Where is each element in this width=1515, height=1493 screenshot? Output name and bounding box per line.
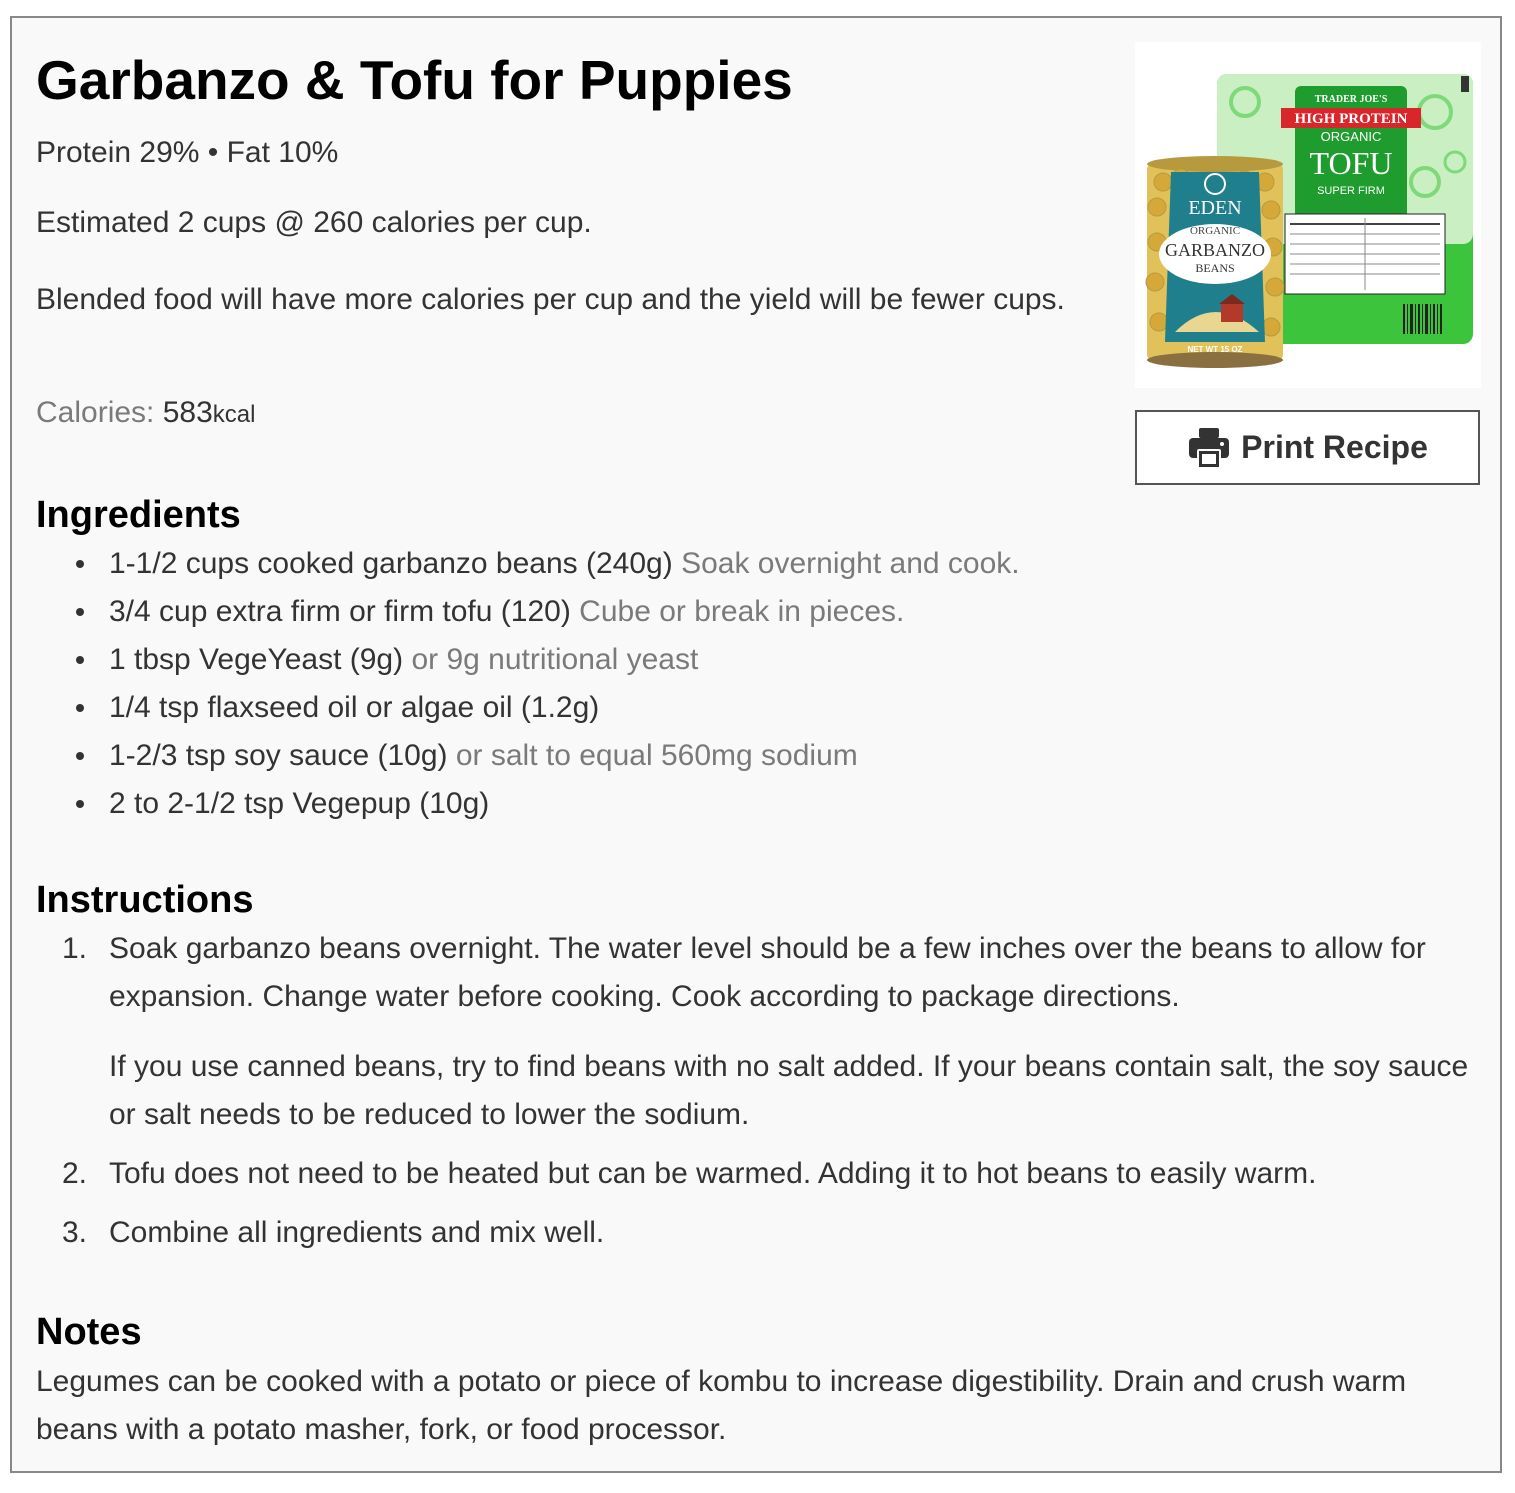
step-text: Combine all ingredients and mix well. (109, 1216, 605, 1249)
ingredient-item (36, 540, 1020, 588)
ingredient-item (36, 684, 1020, 732)
ingredient-main: 1/4 tsp flaxseed oil or algae oil (1.2g) (109, 691, 600, 724)
ingredient-note: Cube or break in pieces. (579, 595, 905, 628)
tofu-name-text: TOFU (1309, 145, 1393, 181)
recipe-card (10, 16, 1502, 1473)
step-extra-text: If you use canned beans, try to find beans with no salt added. If your beans contain salt, the soy sauce or salt needs to be reduced to lower the sodium. (109, 1050, 1469, 1131)
recipe-title: Garbanzo & Tofu for Puppies (36, 49, 793, 111)
print-recipe-button[interactable] (1135, 410, 1480, 485)
step-text: Soak garbanzo beans overnight. The water level should be a few inches over the beans to allow for expansion. Change water before cooking. Cook according to package directions. (109, 932, 1426, 1013)
printer-icon (1187, 426, 1231, 470)
instructions-list (36, 925, 1476, 1268)
can-beans-text: BEANS (1195, 261, 1235, 275)
ingredient-main: 1-2/3 tsp soy sauce (10g) (109, 739, 448, 772)
can-weight-text: NET WT 15 OZ (1187, 345, 1243, 354)
ingredient-main: 3/4 cup extra firm or firm tofu (120) (109, 595, 571, 628)
yield-estimate: Estimated 2 cups @ 260 calories per cup. (36, 206, 592, 239)
ingredients-heading: Ingredients (36, 494, 241, 536)
step-number: 2. (62, 1157, 88, 1190)
blended-note: Blended food will have more calories per cup and the yield will be fewer cups. (36, 283, 1065, 316)
ingredient-note: Soak overnight and cook. (681, 547, 1020, 580)
ingredient-item (36, 588, 1020, 636)
bullet-icon (76, 656, 84, 664)
step-text: Tofu does not need to be heated but can be warmed. Adding it to hot beans to easily warm. (109, 1157, 1317, 1190)
instructions-heading: Instructions (36, 879, 254, 921)
tofu-banner-text: HIGH PROTEIN (1294, 111, 1408, 127)
can-brand-text: EDEN (1188, 197, 1242, 219)
ingredient-main: 1 tbsp VegeYeast (9g) (109, 643, 404, 676)
ingredient-main: 1-1/2 cups cooked garbanzo beans (240g) (109, 547, 673, 580)
calories (36, 396, 255, 430)
tofu-firm-text: SUPER FIRM (1317, 185, 1385, 197)
can-product-text: GARBANZO (1164, 240, 1266, 260)
bullet-icon (76, 752, 84, 760)
tofu-organic-text: ORGANIC (1320, 129, 1382, 144)
recipe-meta: Protein 29% • Fat 10% (36, 136, 339, 169)
instruction-step (36, 1150, 1476, 1198)
instruction-step (36, 925, 1476, 1139)
bullet-icon (76, 608, 84, 616)
calories-label: Calories: (36, 396, 163, 429)
bullet-icon (76, 800, 84, 808)
ingredient-item (36, 780, 1020, 828)
notes-heading: Notes (36, 1311, 142, 1353)
step-number: 3. (62, 1216, 88, 1249)
calories-unit: kcal (212, 401, 256, 428)
step-number: 1. (62, 932, 88, 965)
ingredient-note: or salt to equal 560mg sodium (455, 739, 858, 772)
tofu-brand-text: TRADER JOE'S (1314, 94, 1388, 105)
recipe-photo (1135, 42, 1481, 388)
ingredient-note: or 9g nutritional yeast (411, 643, 699, 676)
can-organic-text: ORGANIC (1189, 225, 1241, 237)
notes-text: Legumes can be cooked with a potato or piece of kombu to increase digestibility. Drain and crush warm beans with a potato masher, fork, or food processor. (36, 1365, 1407, 1446)
ingredient-item (36, 636, 1020, 684)
instruction-step (36, 1209, 1476, 1257)
calories-value: 583 (162, 396, 213, 429)
recipe-photo-illustration (1135, 42, 1481, 388)
ingredients-list (36, 540, 1020, 828)
bullet-icon (76, 560, 84, 568)
print-recipe-label: Print Recipe (1241, 429, 1428, 465)
ingredient-item (36, 732, 1020, 780)
bullet-icon (76, 704, 84, 712)
ingredient-main: 2 to 2-1/2 tsp Vegepup (10g) (109, 787, 490, 820)
